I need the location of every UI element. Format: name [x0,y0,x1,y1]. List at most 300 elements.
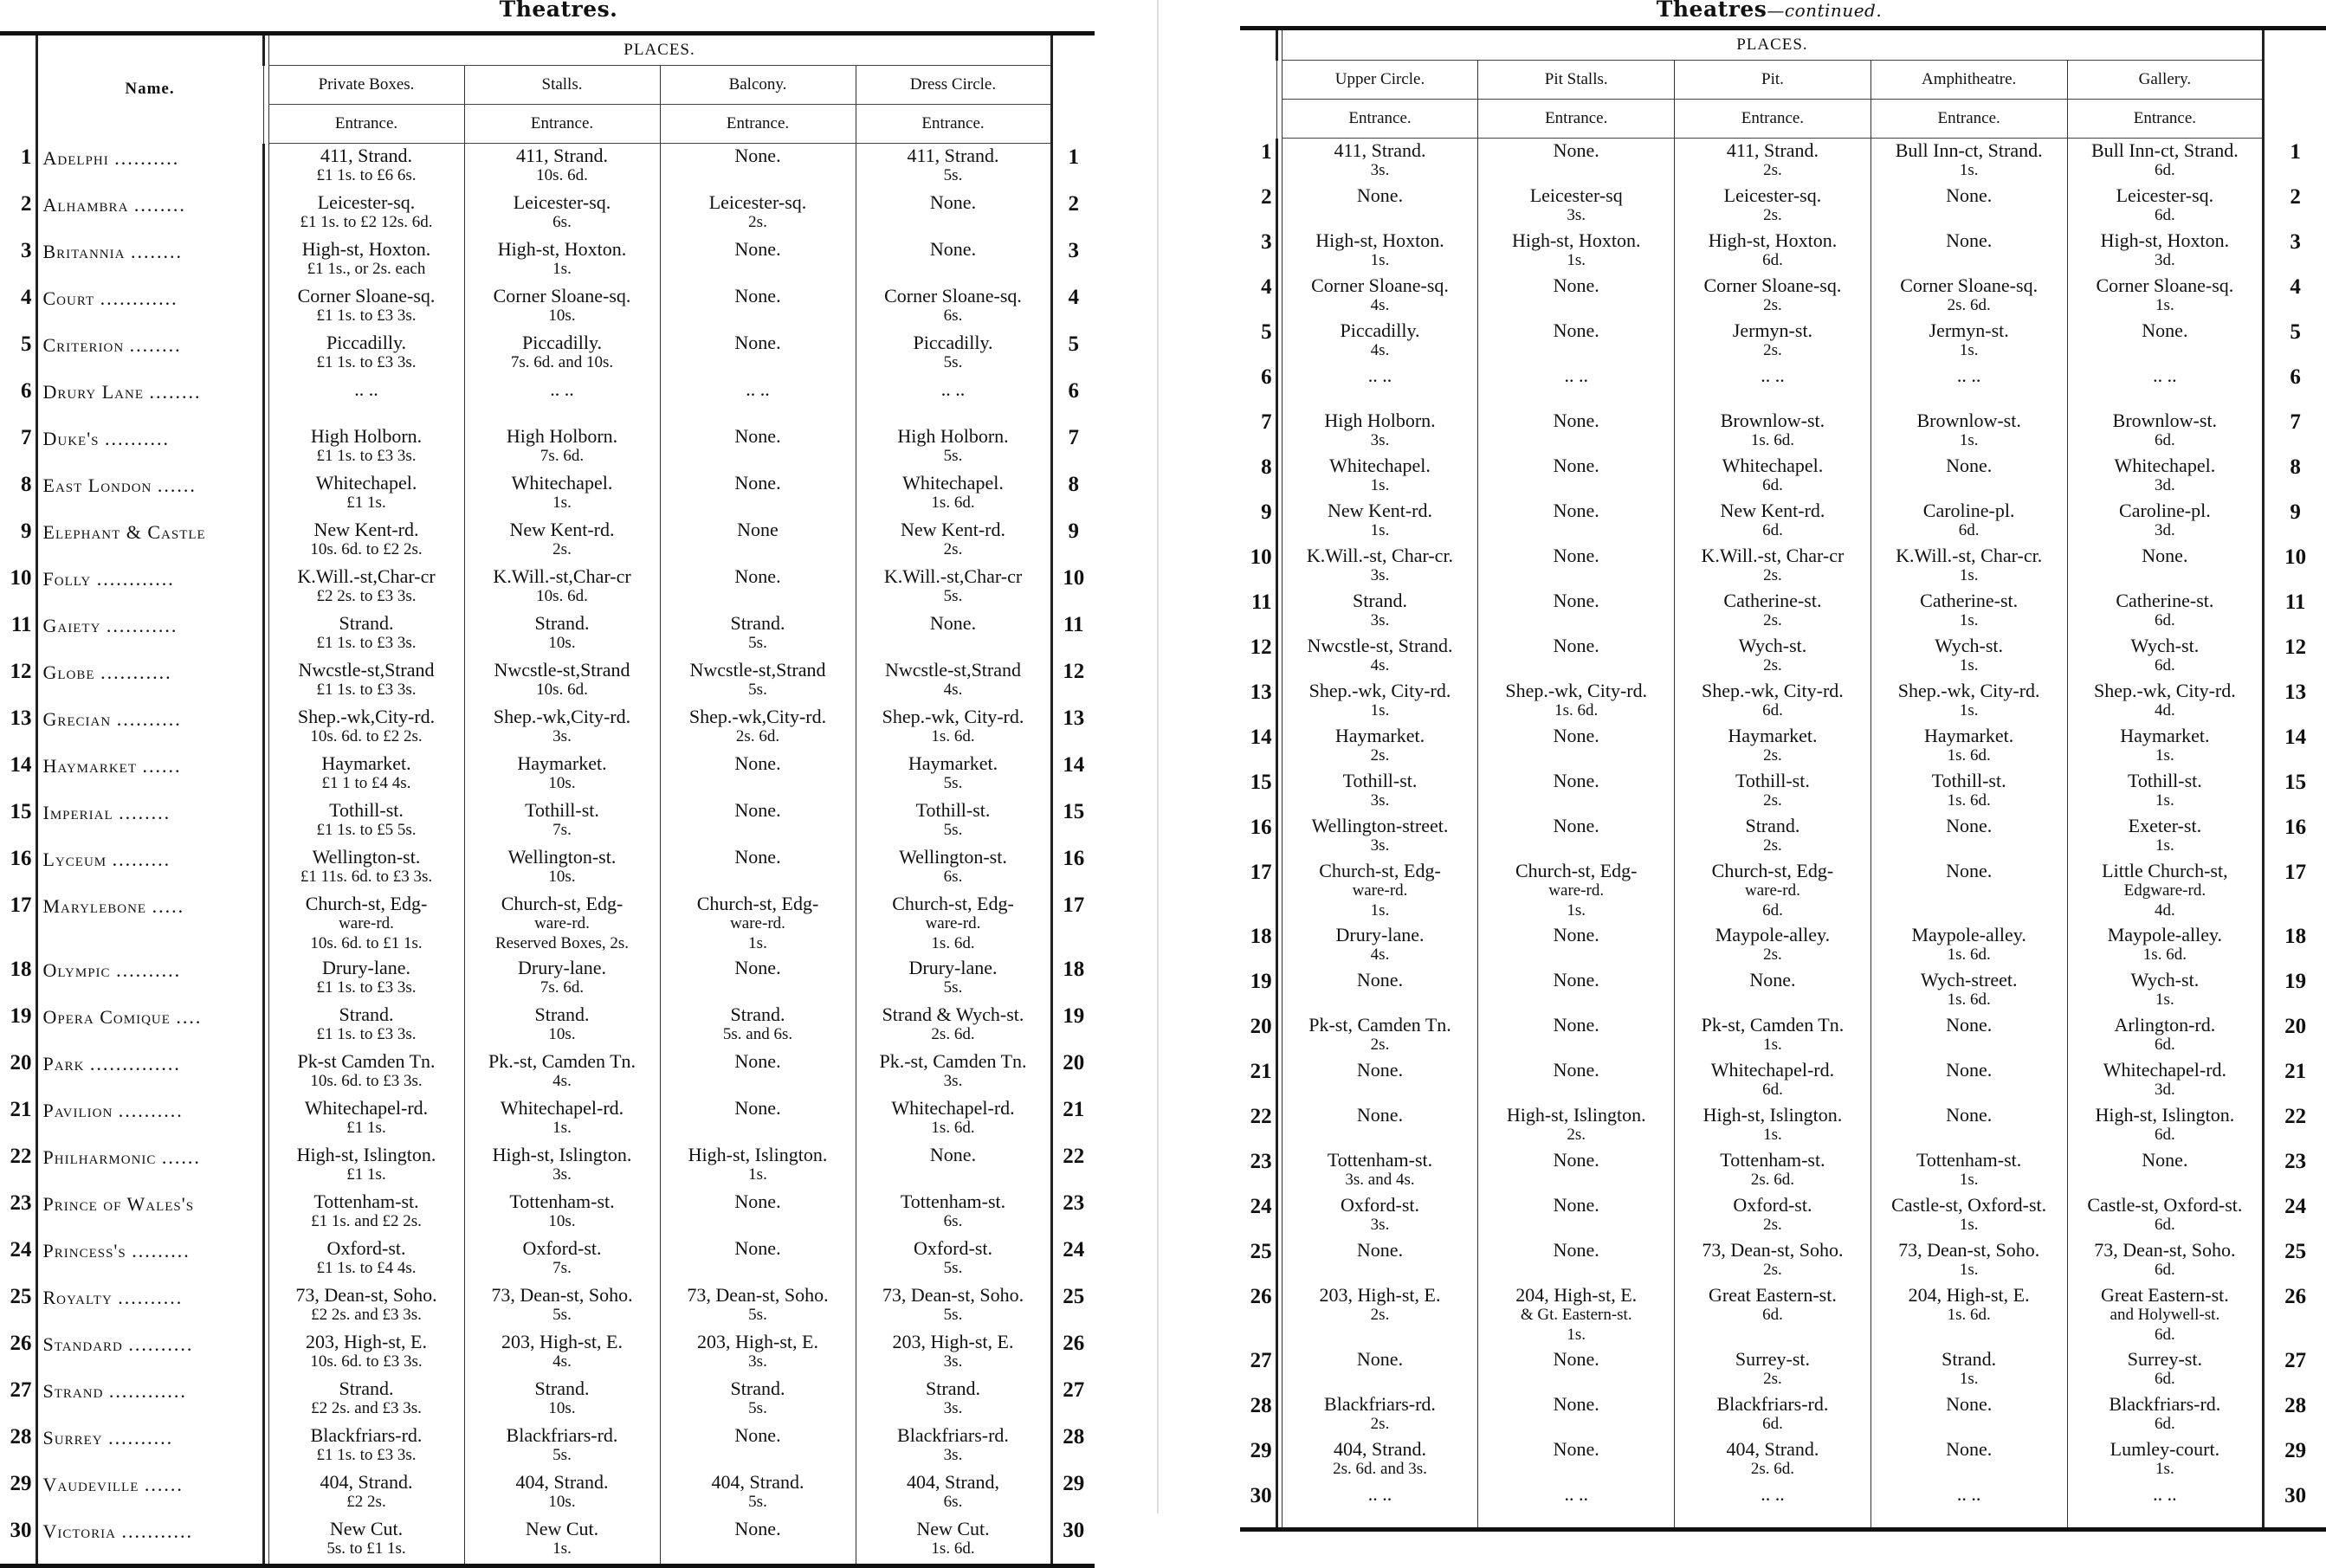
place-cell [268,331,464,377]
entrance-text: Nwcstle-st, Strand. [1307,635,1453,656]
price-text: 6d. [2155,1261,2175,1279]
price-text: 1s. [2155,836,2174,855]
price-text: Edgware-rd. [2123,881,2206,900]
row-number-right: 21 [1051,1096,1095,1143]
place-cell [1675,184,1871,229]
entrance-text: Tottenham-st. [1916,1149,2022,1171]
table-row [1240,968,2326,1013]
row-number: 15 [1250,771,1272,794]
theatre-name [36,1049,263,1096]
theatre-name [36,144,263,190]
place-cell [1478,968,1675,1013]
entrance-text: Blackfriars-rd. [897,1423,1009,1446]
left-places-header: PLACES. [268,35,1051,66]
price-text: 1s. [2155,296,2174,314]
entrance-text: Tottenham-st. [900,1190,1006,1212]
row-number-right: 3 [1051,237,1095,284]
row-number-right: 23 [1051,1190,1095,1236]
entrance-text: Piccadilly. [521,331,603,353]
right-title-suffix: —continued. [1767,0,1883,21]
entrance-text: None. [734,1049,781,1072]
price-text: 5s. [552,1305,572,1324]
entrance-text: High Holborn. [897,424,1009,447]
left-theatres-table [0,31,1095,1568]
row-number: 6 [1261,365,1272,389]
price-text: 1s. 6d. [1947,746,1991,765]
entrance-text: .. .. [354,377,378,400]
place-cell [660,611,856,658]
price-text: 2s. [748,212,767,231]
price-text: £1 1s. to £3 3s. [316,1445,417,1464]
place-cell [1870,499,2067,544]
entrance-text: .. .. [550,377,574,400]
price-text: £1 1s. to £3 3s. [316,633,417,652]
place-cell [1478,923,1675,968]
entrance-text: Church-st, Edg- [1711,860,1834,881]
theatre-name-text: Folly [42,567,92,590]
leader-dots: .......... [108,1426,174,1449]
entrance-text: Nwcstle-st,Strand [494,658,630,681]
price-text: 2s. [1763,566,1782,584]
place-cell [268,377,464,424]
price-text: 5s. [943,166,963,184]
row-number-right: 9 [1051,518,1095,565]
entrance-text: Haymarket. [1924,725,2014,746]
entrance-text: 73, Dean-st, Soho. [1702,1239,1844,1261]
column-header-2: Pit Stalls. [1478,61,1675,100]
place-cell [856,1096,1051,1143]
price-text: 6s. [943,1492,963,1511]
place-cell [464,284,660,331]
entrance-text: Drury-lane. [908,956,998,978]
leader-dots: .... [176,1005,203,1028]
entrance-text: Castle-st, Oxford-st. [2087,1194,2243,1216]
row-number-right: 5 [1051,331,1095,377]
place-cell [1675,544,1871,589]
entrance-text: Great Eastern-st. [1709,1284,1837,1306]
price-text: 10s. 6d. to £2 2s. [310,726,423,745]
leader-dots: ...... [142,754,182,777]
entrance-text: Brownlow-st. [1916,410,2021,431]
place-cell [1870,1347,2067,1392]
price-text: ware-rd. [1745,881,1800,900]
place-cell [1675,679,1871,724]
place-cell [856,658,1051,705]
left-page-title [0,0,1117,22]
price-text: 1s. [1959,566,1979,584]
theatre-name [36,1236,263,1283]
place-cell [1478,1392,1675,1437]
place-cell [2067,319,2264,364]
entrance-text: K.Will.-st,Char-cr [493,565,631,587]
entrance-text: Church-st, Edg- [1319,860,1441,881]
entrance-text: High-st, Hoxton. [301,237,431,260]
price-text: 10s. [548,633,576,652]
row-number-right: 26 [2264,1283,2326,1347]
price-text: 2s. [1763,161,1782,179]
place-cell [1478,859,1675,923]
table-row [1240,544,2326,589]
entrance-text: 411, Strand. [515,145,609,166]
price-text: 5s. [943,820,963,839]
row-number: 21 [10,1097,32,1121]
entrance-text: 73, Dean-st, Soho. [687,1283,829,1306]
price-text: 5s. to £1 1s. [326,1539,406,1558]
row-number: 3 [1261,230,1272,254]
place-cell [464,798,660,845]
entrance-text: Corner Sloane-sq. [297,284,436,307]
price-text: 2s. 6d. and 3s. [1333,1460,1427,1478]
price-text: 1s. 6d. [1947,945,1991,964]
place-cell [1282,544,1478,589]
entrance-text: Tottenham-st. [1327,1149,1433,1171]
place-cell [1282,364,1478,409]
row-number: 13 [10,706,32,730]
place-cell [268,1236,464,1283]
entrance-text: New Kent-rd. [1720,500,1825,521]
price-text: £1 1 to £4 4s. [321,773,411,792]
row-number-right: 1 [2264,139,2326,184]
place-cell [268,1096,464,1143]
entrance-header-2: Entrance. [464,105,660,144]
table-row [1240,634,2326,679]
place-cell [2067,1238,2264,1283]
theatre-name-text: Imperial [42,801,113,823]
price-text: 2s. [1763,1370,1782,1388]
entrance-text: None. [734,1236,781,1259]
entrance-header-4: Entrance. [856,105,1051,144]
place-cell [1478,499,1675,544]
place-cell [1870,409,2067,454]
row-number: 20 [1250,1015,1272,1038]
price-text: 6d. [2155,1370,2175,1388]
place-cell [2067,769,2264,814]
table-row [1240,229,2326,274]
table-row [0,892,1095,956]
price-text: 2s. [943,539,963,558]
price-text: 1s. [1959,431,1979,449]
theatre-name [36,331,263,377]
theatre-name [36,658,263,705]
place-cell [660,518,856,565]
entrance-text: Strand. [730,611,785,634]
table-row [1240,1392,2326,1437]
column-header-1: Upper Circle. [1282,61,1478,100]
row-number: 10 [10,565,32,590]
entrance-text: None. [1946,1393,1993,1415]
place-cell [660,377,856,424]
entrance-text: 73, Dean-st, Soho. [2094,1239,2236,1261]
leader-dots: .......... [118,1099,184,1121]
price-text: 2s. [1763,206,1782,224]
row-number: 8 [21,472,32,496]
theatre-name-text: East London [42,474,152,496]
row-number-right: 27 [1051,1377,1095,1423]
place-cell [1870,968,2067,1013]
entrance-text: None. [929,611,977,634]
theatre-name-text: Park [42,1052,85,1074]
price-text: 2s. [1763,296,1782,314]
price-text: 6d. [2155,1415,2175,1433]
entrance-text: None. [1553,1239,1599,1261]
entrance-text: .. .. [1761,365,1785,386]
place-cell [1282,409,1478,454]
table-row [0,471,1095,518]
price-text: 3s. [1370,431,1390,449]
row-number: 18 [1250,925,1272,948]
entrance-text: Maypole-alley. [1911,924,2026,945]
row-number-right: 6 [1051,377,1095,424]
entrance-header-1: Entrance. [1282,100,1478,139]
price-text: ware-rd. [1352,881,1408,900]
entrance-text: High-st, Islington. [2095,1104,2235,1126]
price-text: 1s. [552,259,572,278]
entrance-text: None. [1553,319,1599,341]
entrance-text: None. [1946,860,1993,881]
theatre-name-text: Vaudeville [42,1473,139,1495]
theatre-name [36,471,263,518]
leader-dots: .......... [105,427,171,449]
book-spine [1157,0,1159,1513]
entrance-text: None. [1553,969,1599,990]
entrance-text: Oxford-st. [1733,1194,1812,1216]
theatre-name [36,1283,263,1330]
entrance-text: Corner Sloane-sq. [2096,274,2234,296]
table-row [0,956,1095,1003]
place-cell [660,798,856,845]
entrance-text: 204, High-st, E. [1515,1284,1638,1306]
place-cell [856,1517,1051,1566]
price-text: 3s. [1370,791,1390,810]
price-text: £1 1s., or 2s. each [307,259,426,278]
entrance-text: Jermyn-st. [1732,319,1813,341]
place-cell [1282,319,1478,364]
price-text: 6d. [1762,521,1783,539]
table-row [0,377,1095,424]
table-row [1240,409,2326,454]
theatre-name-text: Court [42,287,95,309]
row-number-right: 7 [2264,409,2326,454]
place-cell [1675,1437,1871,1482]
table-row [0,1423,1095,1470]
price-text: 1s. [552,493,572,512]
place-cell [1282,1482,1478,1530]
row-number-right: 12 [1051,658,1095,705]
place-cell [1282,1013,1478,1058]
entrance-text: None. [1356,184,1404,206]
entrance-text: Leicester-sq [1529,184,1623,206]
entrance-text: None. [1946,815,1993,836]
entrance-text: Haymarket. [1334,725,1425,746]
entrance-text: Whitechapel. [2114,455,2216,476]
price-text: £1 1s. to £2 12s. 6d. [300,212,433,231]
row-number: 18 [10,957,32,981]
price-text: 2s. [1763,611,1782,629]
price-text: 1s. 6d. [1947,990,1991,1009]
leader-dots: ........ [130,240,183,262]
entrance-text: .. .. [2153,1483,2177,1505]
place-cell [856,144,1051,190]
place-cell [464,471,660,518]
entrance-text: Leicester-sq. [2116,184,2214,206]
place-cell [856,798,1051,845]
theatre-name-text: Duke's [42,427,100,449]
row-number: 20 [10,1050,32,1074]
row-number-right: 9 [2264,499,2326,544]
left-table-body [0,34,1095,1568]
row-number-right: 2 [2264,184,2326,229]
entrance-text: None. [1553,725,1599,746]
price-text: 1s. [1959,1216,1979,1234]
entrance-text: Caroline-pl. [2119,500,2211,521]
place-cell [856,752,1051,798]
entrance-right-margin [1051,105,1095,144]
price-text: £1 1s. to £3 3s. [316,306,417,325]
price-text: ware-rd. [534,913,590,932]
entrance-text: None. [1946,184,1993,206]
price-text: 5s. [943,978,963,997]
price-text: 1s. [1959,1261,1979,1279]
entrance-text: Catherine-st. [1920,590,2019,611]
entrance-text: .. .. [746,377,770,400]
price-text: 1s. [1567,901,1586,920]
place-cell [1870,1482,2067,1530]
entrance-text: Church-st, Edg- [501,892,623,914]
entrance-text: 204, High-st, E. [1908,1284,2030,1306]
row-number-right: 30 [1051,1517,1095,1566]
entrance-text: None. [1553,500,1599,521]
place-cell [1870,1193,2067,1238]
column-header-5: Gallery. [2067,61,2264,100]
entrance-text: High-st, Hoxton. [1708,229,1838,251]
entrance-text: Oxford-st. [326,1236,406,1259]
column-header-3: Balcony. [660,66,856,105]
entrance-text: None. [734,798,781,821]
theatre-name [36,377,263,424]
entrance-text: High-st, Islington. [688,1143,828,1165]
theatre-name-text: Victoria [42,1520,116,1542]
entrance-text: Wych-st. [1935,635,2004,656]
leader-dots: ...... [144,1473,184,1495]
row-number: 7 [21,425,32,449]
entrance-text: Haymarket. [1728,725,1818,746]
entrance-text: Drury-lane. [321,956,410,978]
place-cell [1675,1103,1871,1148]
row-number: 5 [21,332,32,356]
table-bottom-rule [1240,1530,2326,1533]
theatre-name [36,1003,263,1049]
table-bottom-rule [0,1565,1095,1568]
theatre-name-text: Grecian [42,707,112,730]
entrance-text: Church-st, Edg- [1515,860,1638,881]
entrance-text: High Holborn. [310,424,423,447]
row-number-right: 2 [1051,190,1095,237]
entrance-text: None. [1356,1059,1404,1081]
theatre-name-text: Drury Lane [42,380,145,403]
place-cell [2067,1148,2264,1193]
leader-dots: .......... [114,146,180,169]
entrance-text: None. [1553,590,1599,611]
row-number: 1 [1261,139,1272,164]
theatre-name [36,190,263,237]
entrance-text: 404, Strand. [1334,1438,1426,1460]
entrance-text: Leicester-sq. [317,190,416,213]
price-text: 10s. [548,306,576,325]
theatre-name [36,752,263,798]
entrance-text: Shep.-wk, City-rd. [1897,680,2040,701]
place-cell [856,518,1051,565]
place-cell [1282,184,1478,229]
table-row [1240,1347,2326,1392]
price-text: 4s. [1370,656,1390,674]
entrance-text: None. [1553,1194,1599,1216]
table-row [0,752,1095,798]
entrance-text: Shep.-wk, City-rd. [882,705,1024,727]
price-text: 4d. [2155,901,2175,920]
place-cell [464,1236,660,1283]
theatre-name-text: Lyceum [42,848,107,870]
price-text: 3d. [2155,251,2175,269]
place-cell [856,377,1051,424]
place-cell [1282,724,1478,769]
place-cell [1282,634,1478,679]
place-cell [464,1190,660,1236]
table-row [1240,814,2326,859]
entrance-text: High-st, Islington. [1506,1104,1646,1126]
price-text: 6d. [1762,1306,1783,1324]
place-cell [1478,589,1675,634]
entrance-text: None. [1946,455,1993,476]
price-text: 4s. [943,680,963,699]
leader-dots: ......... [112,848,171,870]
place-cell [1282,1148,1478,1193]
place-cell [268,658,464,705]
place-cell [464,1003,660,1049]
table-row [1240,769,2326,814]
entrance-text: 203, High-st, E. [697,1330,818,1352]
entrance-text: Leicester-sq. [708,190,807,213]
entrance-text: Church-st, Edg- [892,892,1014,914]
price-text: 7s. 6d. [540,446,585,465]
place-cell [856,190,1051,237]
entrance-header-2: Entrance. [1478,100,1675,139]
price-text: 5s. [552,1445,572,1464]
price-text: 1s. [1959,1171,1979,1189]
price-text: 5s. [748,680,767,699]
row-number: 17 [1250,861,1272,884]
row-number: 12 [10,659,32,683]
price-text: 3d. [2155,521,2175,539]
entrance-text: None. [1749,969,1796,990]
price-text: 5s. [748,633,767,652]
place-cell [660,1143,856,1190]
right-page-title [1212,0,2326,22]
entrance-text: Strand. [730,1377,785,1399]
place-cell [268,1049,464,1096]
table-row [0,331,1095,377]
table-row [1240,724,2326,769]
theatre-name [36,1190,263,1236]
price-text: 1s. [748,1165,767,1184]
name-column-header: Name. [36,35,263,144]
place-cell [268,1190,464,1236]
place-cell [1282,769,1478,814]
place-cell [1478,319,1675,364]
price-text: 4s. [1370,341,1390,359]
place-cell [856,237,1051,284]
entrance-text: Shep.-wk,City-rd. [688,705,827,727]
place-cell [464,1096,660,1143]
